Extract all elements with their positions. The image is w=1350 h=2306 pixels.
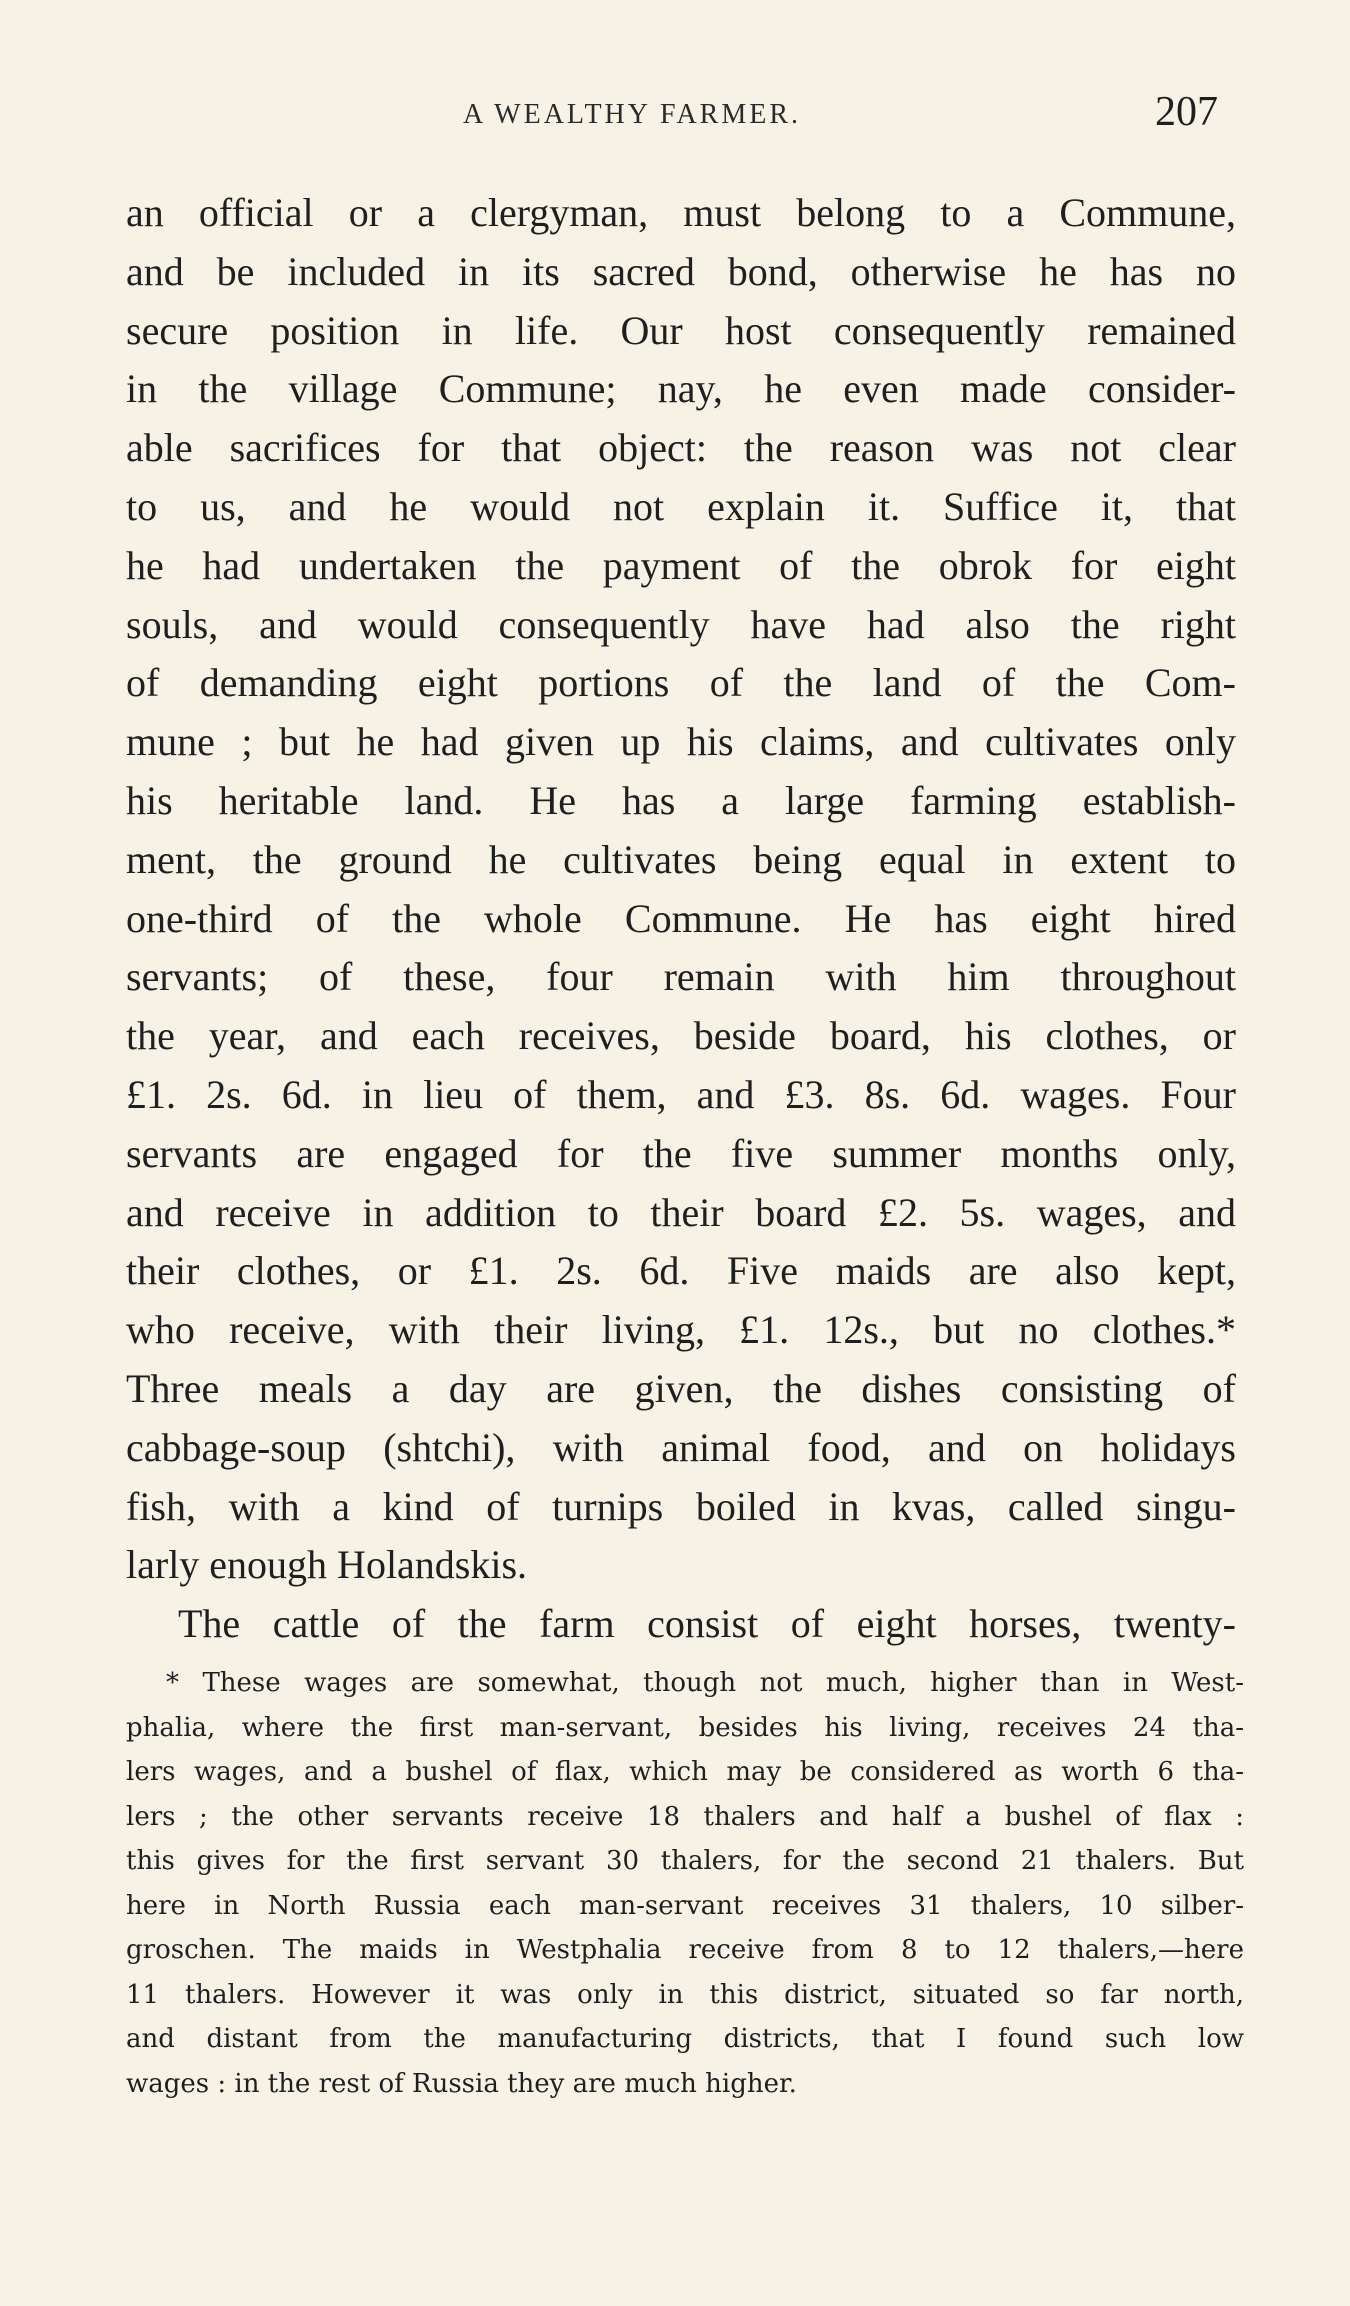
text-line: who receive, with their living, £1. 12s., but no clothes.* bbox=[126, 1307, 1236, 1353]
footnote-line: phalia, where the first man-servant, besides his living, receives 24 tha- bbox=[126, 1712, 1244, 1743]
text-line: Three meals a day are given, the dishes consisting of bbox=[126, 1365, 1236, 1411]
body-text bbox=[126, 184, 1236, 1654]
footnote bbox=[126, 1661, 1244, 2106]
text-line: servants; of these, four remain with him throughout bbox=[126, 954, 1236, 1000]
footnote-line: lers wages, and a bushel of flax, which may be considered as worth 6 tha- bbox=[126, 1757, 1244, 1787]
footnote-line: lers ; the other servants receive 18 thalers and half a bushel of flax : bbox=[126, 1801, 1244, 1832]
text-line: able sacrifices for that object: the reason was not clear bbox=[126, 425, 1236, 471]
page-number: 207 bbox=[1155, 89, 1218, 135]
footnote-line: and distant from the manufacturing districts, that I found such low bbox=[126, 2024, 1244, 2054]
text-line: of demanding eight portions of the land of the Com- bbox=[126, 660, 1236, 706]
running-header bbox=[0, 88, 1350, 138]
running-title: A WEALTHY FARMER. bbox=[463, 99, 802, 130]
text-line: and receive in addition to their board £2. 5s. wages, and bbox=[126, 1189, 1236, 1235]
text-line: the year, and each receives, beside board, his clothes, or bbox=[126, 1013, 1236, 1059]
text-line: to us, and he would not explain it. Suffice it, that bbox=[126, 483, 1236, 529]
text-line: £1. 2s. 6d. in lieu of them, and £3. 8s. 6d. wages. Four bbox=[126, 1071, 1236, 1117]
text-line: servants are engaged for the five summer months only, bbox=[126, 1130, 1236, 1176]
footnote-line: groschen. The maids in Westphalia receive from 8 to 12 thalers,—here bbox=[126, 1935, 1244, 1965]
text-line: his heritable land. He has a large farming establish- bbox=[126, 777, 1236, 823]
footnote-line: 11 thalers. However it was only in this district, situated so far north, bbox=[126, 1979, 1244, 2010]
footnote-line: * These wages are somewhat, though not much, higher than in West- bbox=[166, 1668, 1244, 1698]
text-line: souls, and would consequently have had also the right bbox=[126, 601, 1236, 647]
footnote-line: here in North Russia each man-servant receives 31 thalers, 10 silber- bbox=[126, 1890, 1244, 1921]
text-line: one-third of the whole Commune. He has eight hired bbox=[126, 895, 1236, 941]
text-line: and be included in its sacred bond, otherwise he has no bbox=[126, 248, 1236, 294]
text-line: their clothes, or £1. 2s. 6d. Five maids are also kept, bbox=[126, 1248, 1236, 1294]
text-line: an official or a clergyman, must belong to a Commune, bbox=[126, 190, 1236, 235]
text-line: larly enough Holandskis. bbox=[126, 1542, 528, 1588]
text-line: he had undertaken the payment of the obrok for eight bbox=[126, 542, 1236, 588]
text-line: fish, with a kind of turnips boiled in kvas, called singu- bbox=[126, 1483, 1236, 1529]
text-line: mune ; but he had given up his claims, and cultivates only bbox=[126, 719, 1236, 765]
text-line: in the village Commune; nay, he even made consider- bbox=[126, 366, 1236, 412]
text-line: The cattle of the farm consist of eight horses, twenty- bbox=[178, 1601, 1236, 1647]
text-line: secure position in life. Our host consequently remained bbox=[126, 307, 1236, 353]
footnote-line: wages : in the rest of Russia they are much higher. bbox=[126, 2068, 797, 2099]
text-line: cabbage-soup (shtchi), with animal food, and on holidays bbox=[126, 1424, 1236, 1470]
footnote-line: this gives for the first servant 30 thalers, for the second 21 thalers. But bbox=[126, 1846, 1244, 1876]
text-line: ment, the ground he cultivates being equal in extent to bbox=[126, 836, 1236, 882]
